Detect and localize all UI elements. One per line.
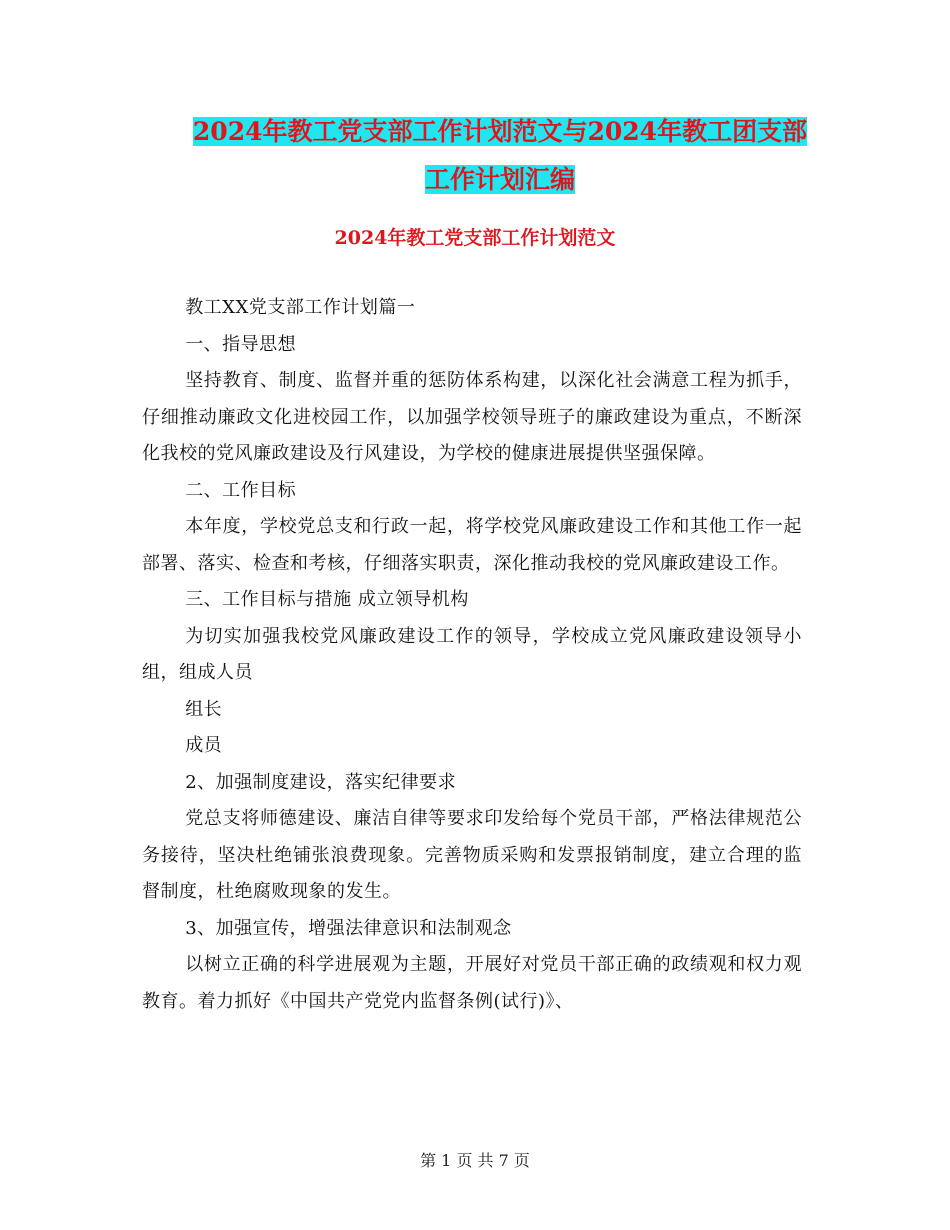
paragraph: 成员 [185,735,223,756]
paragraph-heading: 一、指导思想 [185,333,297,355]
paragraph: 为切实加强我校党风廉政建设工作的领导，学校成立党风廉政建设领导小组，组成人员 [142,625,802,683]
document-body [142,290,802,1020]
paragraph: 党总支将师德建设、廉洁自律等要求印发给每个党员干部，严格法律规范公务接待，坚决杜绝铺张浪费现象。完善物质采购和发票报销制度，建立合理的监督制度，杜绝腐败现象的发生。 [142,808,802,902]
paragraph-heading: 三、工作目标与措施 成立领导机构 [185,589,469,610]
paragraph: 坚持教育、制度、监督并重的惩防体系构建，以深化社会满意工程为抓手，仔细推动廉政文化进校园工作，以加强学校领导班子的廉政建设为重点，不断深化我校的党风廉政建设及行风建设，为学校的健康进展提供坚强保障。 [142,370,802,464]
paragraph: 本年度，学校党总支和行政一起，将学校党风廉政建设工作和其他工作一起部署、落实、检查和考核，仔细落实职责，深化推动我校的党风廉政建设工作。 [142,516,802,574]
page-footer: 第 1 页 共 7 页 [420,1151,530,1170]
paragraph-heading: 二、工作目标 [185,479,297,501]
paragraph-heading: 2、加强制度建设，落实纪律要求 [185,771,457,793]
document-title-line-1: 2024年教工党支部工作计划范文与2024年教工团支部 [192,117,808,146]
section-title: 2024年教工党支部工作计划范文 [334,227,616,249]
document-title-line-2: 工作计划汇编 [424,165,575,194]
paragraph-heading: 3、加强宣传，增强法律意识和法制观念 [185,917,512,939]
paragraph: 以树立正确的科学进展观为主题，开展好对党员干部正确的政绩观和权力观教育。着力抓好《中国共产党党内监督条例(试行)》、 [142,954,802,1012]
document-title [120,108,880,204]
paragraph-heading: 教工XX党支部工作计划篇一 [185,297,416,318]
paragraph: 组长 [185,698,223,720]
